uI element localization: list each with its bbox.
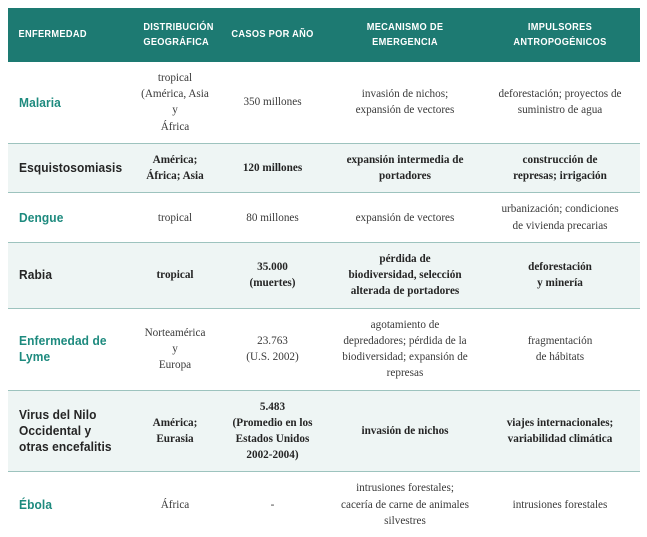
cell-text: deforestación y minería bbox=[528, 260, 592, 290]
table-row bbox=[8, 390, 640, 472]
cell-text: Enfermedad de Lyme bbox=[19, 333, 107, 365]
cell-disease-name bbox=[8, 390, 125, 472]
cell-drivers bbox=[480, 143, 640, 192]
cell-text: Esquistosomiasis bbox=[19, 160, 123, 176]
cell-text: África bbox=[160, 498, 190, 511]
cell-text: agotamiento de depredadores; pérdida de la biodiversidad; expansión de represas bbox=[342, 318, 468, 380]
table-header-row bbox=[8, 8, 640, 62]
cell-mechanism bbox=[330, 62, 480, 143]
cell-disease-name bbox=[8, 62, 125, 143]
cell-text: expansión de vectores bbox=[355, 211, 455, 224]
cell-distribution bbox=[135, 390, 215, 472]
cell-text: expansión intermedia de portadores bbox=[346, 153, 464, 183]
disease-table bbox=[8, 8, 640, 537]
table-row bbox=[8, 143, 640, 192]
column-header-label: DISTRIBUCIÓN GEOGRÁFICA bbox=[143, 21, 214, 48]
column-header-label: CASOS POR AÑO bbox=[231, 28, 314, 41]
cell-disease-name bbox=[8, 308, 125, 390]
table-row bbox=[8, 308, 640, 390]
cell-mechanism bbox=[330, 390, 480, 472]
cell-mechanism bbox=[330, 308, 480, 390]
table-row bbox=[8, 193, 640, 242]
cell-mechanism bbox=[330, 472, 480, 537]
cell-cases bbox=[215, 62, 330, 143]
cell-text: intrusiones forestales; cacería de carne de animales silvestres bbox=[341, 482, 469, 527]
cell-text: América; África; Asia bbox=[146, 153, 204, 183]
cell-text: tropical (América, Asia y África bbox=[141, 72, 209, 133]
table-header bbox=[8, 8, 640, 62]
cell-drivers bbox=[480, 193, 640, 242]
cell-distribution bbox=[135, 143, 215, 192]
cell-text: 5.483 (Promedio en los Estados Unidos 2002-2004) bbox=[232, 400, 313, 462]
cell-disease-name bbox=[8, 143, 125, 192]
cell-text: invasión de nichos; expansión de vectores bbox=[355, 88, 455, 117]
cell-text: 35.000 (muertes) bbox=[249, 260, 296, 290]
table-body bbox=[8, 62, 640, 537]
cell-disease-name bbox=[8, 242, 125, 308]
cell-text: Virus del Nilo Occidental y otras encefalitis bbox=[19, 407, 112, 454]
cell-cases bbox=[215, 193, 330, 242]
cell-drivers bbox=[480, 390, 640, 472]
cell-cases bbox=[215, 390, 330, 472]
cell-text: deforestación; proyectos de suministro de agua bbox=[498, 88, 622, 117]
column-header-impulsores bbox=[490, 8, 631, 62]
cell-text: Dengue bbox=[19, 209, 64, 225]
cell-text: Ébola bbox=[19, 496, 53, 512]
cell-text: tropical bbox=[157, 211, 193, 224]
table-row bbox=[8, 62, 640, 143]
cell-text: fragmentación de hábitats bbox=[527, 334, 593, 364]
column-header-label: IMPULSORES ANTROPOGÉNICOS bbox=[513, 21, 607, 48]
cell-text: 23.763 (U.S. 2002) bbox=[246, 334, 299, 364]
cell-text: América; Eurasia bbox=[152, 416, 198, 445]
cell-mechanism bbox=[330, 242, 480, 308]
cell-mechanism bbox=[330, 193, 480, 242]
cell-text: 120 millones bbox=[242, 162, 303, 175]
cell-mechanism bbox=[330, 143, 480, 192]
cell-text: Norteamérica y Europa bbox=[144, 326, 206, 372]
cell-cases bbox=[215, 143, 330, 192]
cell-cases bbox=[215, 308, 330, 390]
cell-text: 80 millones bbox=[246, 211, 299, 224]
cell-text: tropical bbox=[156, 269, 194, 282]
cell-cases bbox=[215, 472, 330, 537]
cell-cases bbox=[215, 242, 330, 308]
cell-distribution bbox=[135, 308, 215, 390]
cell-text: Malaria bbox=[19, 94, 61, 110]
cell-drivers bbox=[480, 472, 640, 537]
cell-text: Rabia bbox=[19, 267, 53, 283]
cell-text: intrusiones forestales bbox=[512, 498, 608, 511]
cell-disease-name bbox=[8, 193, 125, 242]
cell-drivers bbox=[480, 62, 640, 143]
cell-distribution bbox=[135, 193, 215, 242]
column-header-label: MECANISMO DE EMERGENCIA bbox=[366, 21, 444, 48]
cell-text: urbanización; condiciones de vivienda precarias bbox=[501, 203, 619, 232]
table-row bbox=[8, 242, 640, 308]
cell-drivers bbox=[480, 308, 640, 390]
column-header-distribucion bbox=[140, 8, 214, 62]
cell-distribution bbox=[135, 62, 215, 143]
cell-text: invasión de nichos bbox=[361, 424, 449, 437]
cell-distribution bbox=[135, 242, 215, 308]
table-row bbox=[8, 472, 640, 537]
cell-drivers bbox=[480, 242, 640, 308]
cell-distribution bbox=[135, 472, 215, 537]
cell-text: construcción de represas; irrigación bbox=[513, 153, 607, 183]
cell-text: pérdida de biodiversidad, selección alterada de portadores bbox=[348, 252, 462, 298]
column-header-mecanismo bbox=[339, 8, 471, 62]
column-header-enfermedad bbox=[8, 8, 120, 62]
cell-disease-name bbox=[8, 472, 125, 537]
cell-text: viajes internacionales; variabilidad climática bbox=[506, 416, 614, 445]
cell-text: 350 millones bbox=[243, 96, 302, 109]
column-header-casos bbox=[222, 8, 323, 62]
cell-text: - bbox=[270, 498, 275, 511]
column-header-label: ENFERMEDAD bbox=[18, 28, 87, 41]
